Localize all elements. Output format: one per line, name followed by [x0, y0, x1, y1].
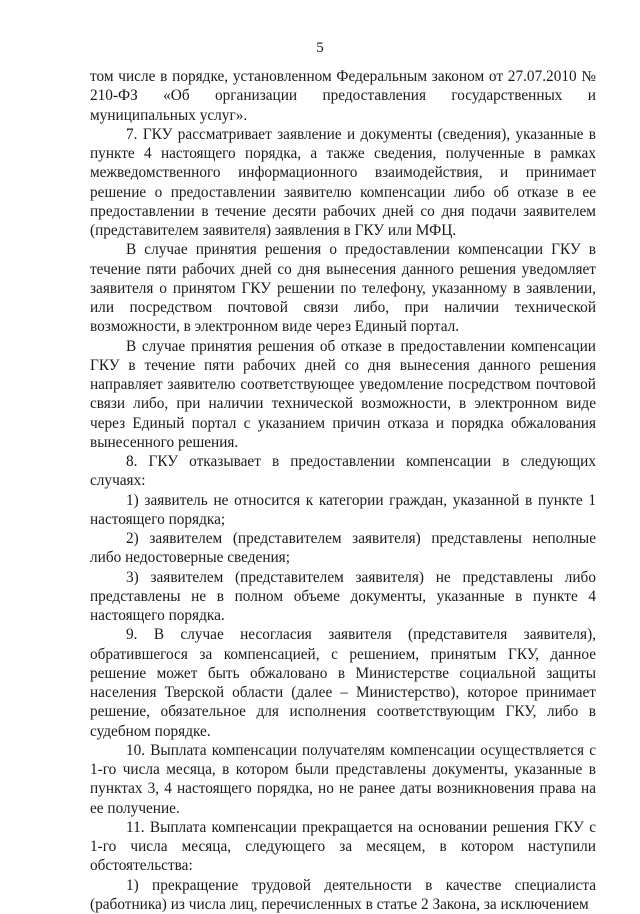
document-body [90, 67, 596, 914]
paragraph-item-8-3: 3) заявителем (представителем заявителя) не представлены либо представлены не в полном объеме документы, указанные в пункте 4 настоящего порядка. [90, 568, 596, 626]
paragraph-item-10: 10. Выплата компенсации получателям компенсации осуществляется с 1-го числа месяца, в котором были представлены документы, указанные в пунктах 3, 4 настоящего порядка, но не ранее даты возникновения права на ее получение. [90, 741, 596, 818]
paragraph-notification-refusal: В случае принятия решения об отказе в предоставлении компенсации ГКУ в течение пяти рабочих дней со дня вынесения данного решения направляет заявителю соответствующее уведомление посредством почтовой связи либо, при наличии технической возможности, в электронном виде через Единый портал с указанием причин отказа и порядка обжалования вынесенного решения. [90, 337, 596, 453]
paragraph-item-8: 8. ГКУ отказывает в предоставлении компенсации в следующих случаях: [90, 452, 596, 491]
paragraph-item-8-1: 1) заявитель не относится к категории граждан, указанной в пункте 1 настоящего порядка; [90, 491, 596, 530]
paragraph-continuation: том числе в порядке, установленном Федеральным законом от 27.07.2010 № 210-ФЗ «Об организации предоставления государственных и муниципальных услуг». [90, 67, 596, 125]
paragraph-item-11-1: 1) прекращение трудовой деятельности в качестве специалиста (работника) из числа лиц, перечисленных в статье 2 Закона, за исключением [90, 876, 596, 914]
paragraph-item-8-2: 2) заявителем (представителем заявителя) представлены неполные либо недостоверные сведения; [90, 529, 596, 568]
paragraph-notification-approval: В случае принятия решения о предоставлении компенсации ГКУ в течение пяти рабочих дней со дня вынесения данного решения уведомляет заявителя о принятом ГКУ решении по телефону, указанному в заявлении, или посредством почтовой связи либо, при наличии технической возможности, в электронном виде через Единый портал. [90, 240, 596, 336]
paragraph-item-9: 9. В случае несогласия заявителя (представителя заявителя), обратившегося за компенсацией, с решением, принятым ГКУ, данное решение может быть обжаловано в Министерстве социальной защиты населения Тверской области (далее – Министерство), которое принимает решение, обязательное для исполнения соответствующим ГКУ, либо в судебном порядке. [90, 625, 596, 741]
paragraph-item-11: 11. Выплата компенсации прекращается на основании решения ГКУ с 1-го числа месяца, следующего за месяцем, в котором наступили обстоятельства: [90, 818, 596, 876]
paragraph-item-7: 7. ГКУ рассматривает заявление и документы (сведения), указанные в пункте 4 настоящего порядка, а также сведения, полученные в рамках межведомственного информационного взаимодействия, и принимает решение о предоставлении заявителю компенсации либо об отказе в ее предоставлении в течение десяти рабочих дней со дня подачи заявителем (представителем заявителя) заявления в ГКУ или МФЦ. [90, 125, 596, 241]
page-number: 5 [0, 40, 640, 57]
